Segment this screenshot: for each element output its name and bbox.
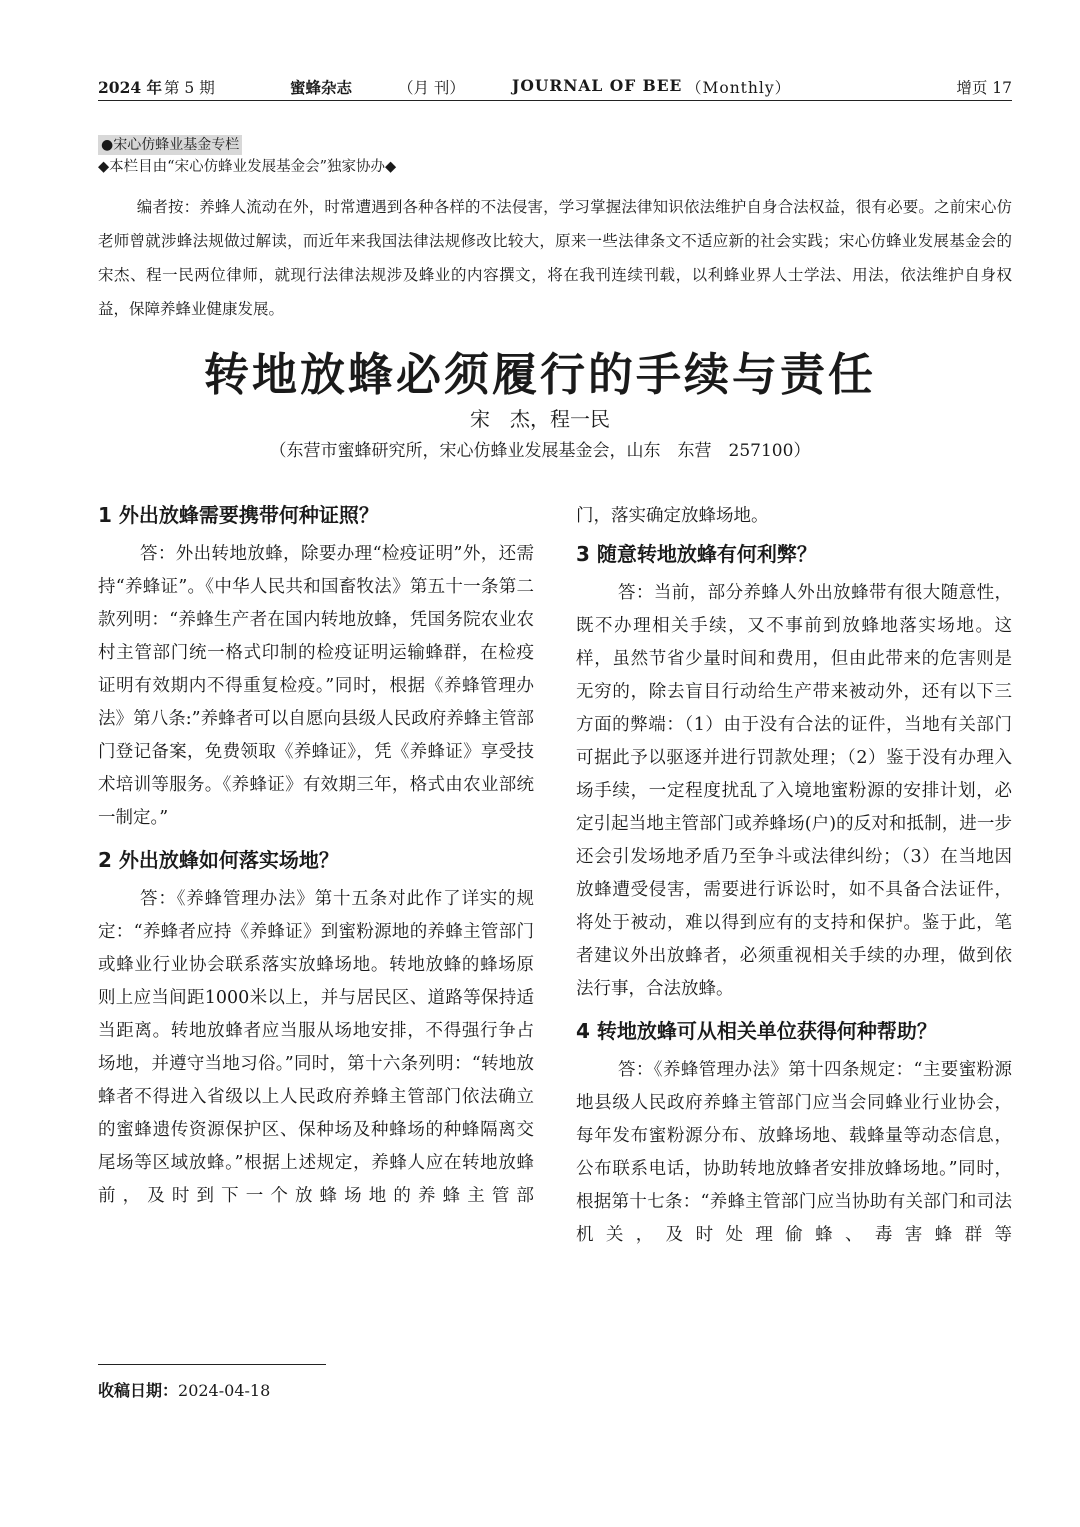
header-monthly-cn: （月 刊） [398,79,465,97]
right-column [576,500,1012,1252]
column-note: ◆本栏目由“宋心仿蜂业发展基金会”独家协办◆ [98,159,397,175]
section-heading-2: 2 外出放蜂如何落实场地？ [98,848,339,872]
section-2-paragraph-continued: 门，落实确定放蜂场地。 [576,506,769,526]
section-heading-3: 3 随意转地放蜂有何利弊？ [576,542,817,566]
header-issue: 第 5 期 [164,79,215,97]
header-year: 2024 年 [98,78,163,97]
header-page-number: 增页 17 [956,79,1012,97]
article-title: 转地放蜂必须履行的手续与责任 [203,348,876,401]
column-tag: ●宋心仿蜂业基金专栏 [98,135,242,155]
section-heading-1: 1 外出放蜂需要携带何种证照？ [98,503,379,527]
section-4-paragraph: 答：《养蜂管理办法》第十四条规定：“主要蜜粉源地县级人民政府养蜂主管部门应当会同蜂业行业协会，每年发布蜜粉源分布、放蜂场地、载蜂量等动态信息，公布联系电话，协助转地放蜂者安排放蜂场地。”同时，根据第十七条：“养蜂主管部门应当协助有关部门和司法机关，及时处理偷蜂、毒害蜂群等 [576,1060,1012,1245]
header-monthly-en: （Monthly） [686,79,792,97]
received-date-value: 2024-04-18 [178,1381,271,1400]
received-date [98,1378,270,1401]
article-affiliation: （东营市蜜蜂研究所，宋心仿蜂业发展基金会，山东 东营 257100） [269,441,811,461]
section-2-paragraph: 答：《养蜂管理办法》第十五条对此作了详实的规定：“养蜂者应持《养蜂证》到蜜粉源地的养蜂主管部门或蜂业行业协会联系落实放蜂场地。转地放蜂的蜂场原则上应当间距1000米以上，并与居民区、道路等保持适当距离。转地放蜂者应当服从场地安排，不得强行争占场地，并遵守当地习俗。”同时，第十六条列明：“转地放蜂者不得进入省级以上人民政府养蜂主管部门依法确立的蜜蜂遗传资源保护区、保种场及种蜂场的种蜂隔离交尾场等区域放蜂。”根据上述规定，养蜂人应在转地放蜂前，及时到下一个放蜂场地的养蜂主管部 [98,889,534,1206]
article-authors: 宋 杰，程一民 [470,407,610,431]
left-column [98,500,534,1213]
footnote-rule [98,1364,326,1365]
received-label: 收稿日期： [98,1381,179,1400]
header-journal-en: JOURNAL OF BEE [512,76,683,95]
header-journal-cn: 蜜蜂杂志 [290,79,353,97]
section-1-paragraph: 答：外出转地放蜂，除要办理“检疫证明”外，还需持“养蜂证”。《中华人民共和国畜牧法》第五十一条第二款列明：“养蜂生产者在国内转地放蜂，凭国务院农业农村主管部门统一格式印制的检疫证明运输蜂群，在检疫证明有效期内不得重复检疫。”同时，根据《养蜂管理办法》第八条:”养蜂者可以自愿向县级人民政府养蜂主管部门登记备案，免费领取《养蜂证》，凭《养蜂证》享受技术培训等服务。《养蜂证》有效期三年，格式由农业部统一制定。” [98,544,534,828]
section-3-paragraph: 答：当前，部分养蜂人外出放蜂带有很大随意性，既不办理相关手续，又不事前到放蜂地落实场地。这样，虽然节省少量时间和费用，但由此带来的危害则是无穷的，除去盲目行动给生产带来被动外，还有以下三方面的弊端：（1）由于没有合法的证件，当地有关部门可据此予以驱逐并进行罚款处理；（2）鉴于没有办理入场手续，一定程度扰乱了入境地蜜粉源的安排计划，必定引起当地主管部门或养蜂场(户)的反对和抵制，进一步还会引发场地矛盾乃至争斗或法律纠纷；（3）在当地因放蜂遭受侵害，需要进行诉讼时，如不具备合法证件，将处于被动，难以得到应有的支持和保护。鉴于此，笔者建议外出放蜂者，必须重视相关手续的办理，做到依法行事，合法放蜂。 [576,583,1012,999]
editor-note: 编者按：养蜂人流动在外，时常遭遇到各种各样的不法侵害，学习掌握法律知识依法维护自身合法权益，很有必要。之前宋心仿老师曾就涉蜂法规做过解读，而近年来我国法律法规修改比较大，原来一些法律条文不适应新的社会实践；宋心仿蜂业发展基金会的宋杰、程一民两位律师，就现行法律法规涉及蜂业的内容撰文，将在我刊连续刊载，以利蜂业界人士学法、用法，依法维护自身权益，保障养蜂业健康发展。 [98,198,1012,318]
section-heading-4: 4 转地放蜂可从相关单位获得何种帮助？ [576,1019,937,1043]
running-header [98,74,1012,101]
